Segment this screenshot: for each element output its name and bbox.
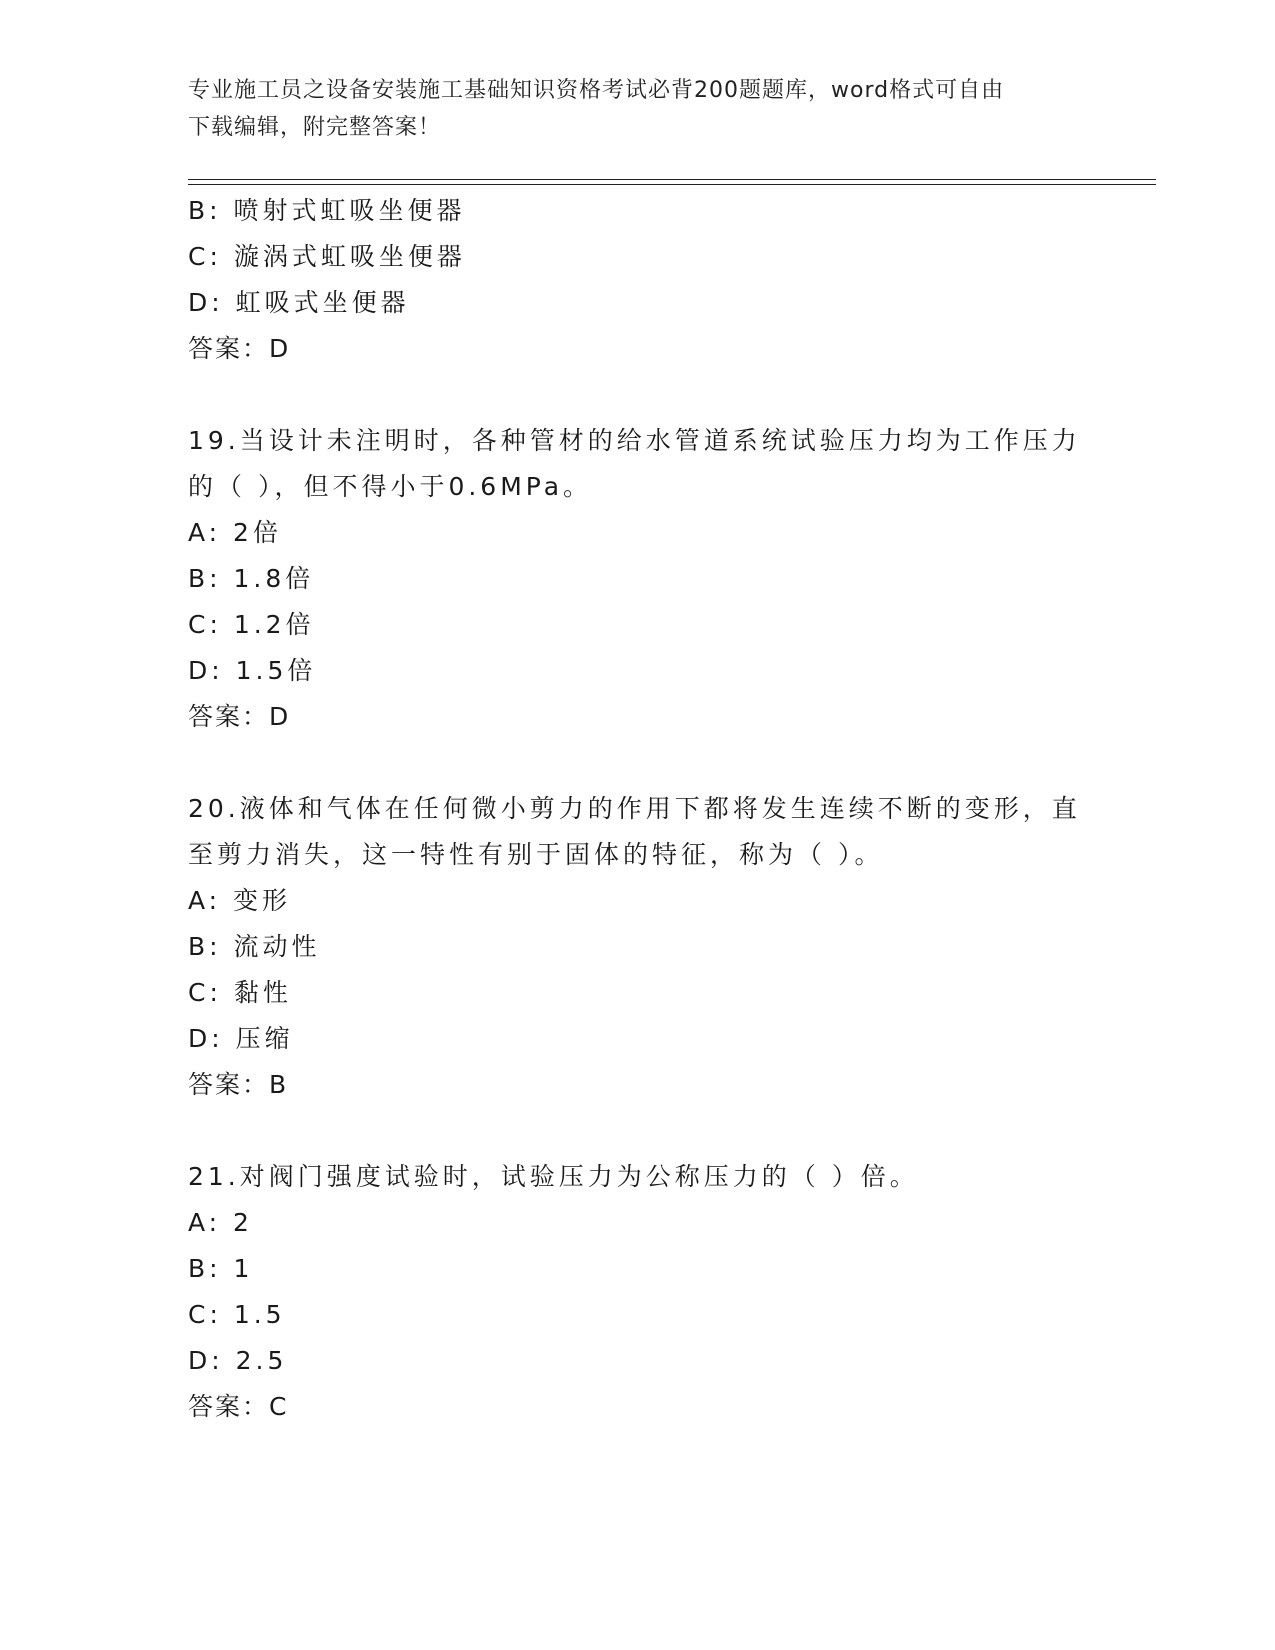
question-block-19 (188, 418, 1088, 740)
option-a: A: 2 (188, 1208, 253, 1237)
option-b: B: 喷射式虹吸坐便器 (188, 196, 466, 225)
option-d: D: 1.5倍 (188, 656, 317, 685)
option-b: B: 1 (188, 1254, 254, 1283)
question-block-21 (188, 1154, 1088, 1430)
option-a: A: 变形 (188, 886, 292, 915)
question-stem-line-1: 20.液体和气体在任何微小剪力的作用下都将发生连续不断的变形，直 (188, 794, 1081, 823)
option-d: D: 压缩 (188, 1024, 294, 1053)
answer-line: 答案：D (188, 334, 291, 363)
option-b: B: 1.8倍 (188, 564, 315, 593)
question-block-20 (188, 786, 1088, 1108)
question-stem-line-2: 的（ ），但不得小于0.6MPa。 (188, 472, 593, 501)
option-b: B: 流动性 (188, 932, 321, 961)
answer-line: 答案：D (188, 702, 291, 731)
question-stem-line-1: 21.对阀门强度试验时，试验压力为公称压力的（ ）倍。 (188, 1162, 919, 1191)
spacer (188, 1108, 1088, 1154)
header-divider-top (188, 179, 1156, 180)
option-c: C: 漩涡式虹吸坐便器 (188, 242, 466, 271)
document-header (188, 72, 1068, 146)
question-stem-line-2: 至剪力消失，这一特性有别于固体的特征，称为（ ）。 (188, 840, 884, 869)
option-d: D: 2.5 (188, 1346, 288, 1375)
option-c: C: 1.2倍 (188, 610, 315, 639)
answer-line: 答案：C (188, 1392, 289, 1421)
option-d: D: 虹吸式坐便器 (188, 288, 410, 317)
spacer (188, 740, 1088, 786)
answer-line: 答案：B (188, 1070, 289, 1099)
question-block-18 (188, 188, 1088, 372)
question-list (188, 188, 1088, 1430)
option-c: C: 黏性 (188, 978, 292, 1007)
option-a: A: 2倍 (188, 518, 282, 547)
header-line-2: 下载编辑，附完整答案！ (188, 115, 442, 140)
spacer (188, 372, 1088, 418)
option-c: C: 1.5 (188, 1300, 286, 1329)
question-stem-line-1: 19.当设计未注明时，各种管材的给水管道系统试验压力均为工作压力 (188, 426, 1081, 455)
header-line-1: 专业施工员之设备安装施工基础知识资格考试必背200题题库，word格式可自由 (188, 78, 1005, 103)
header-divider-bottom (188, 184, 1156, 185)
